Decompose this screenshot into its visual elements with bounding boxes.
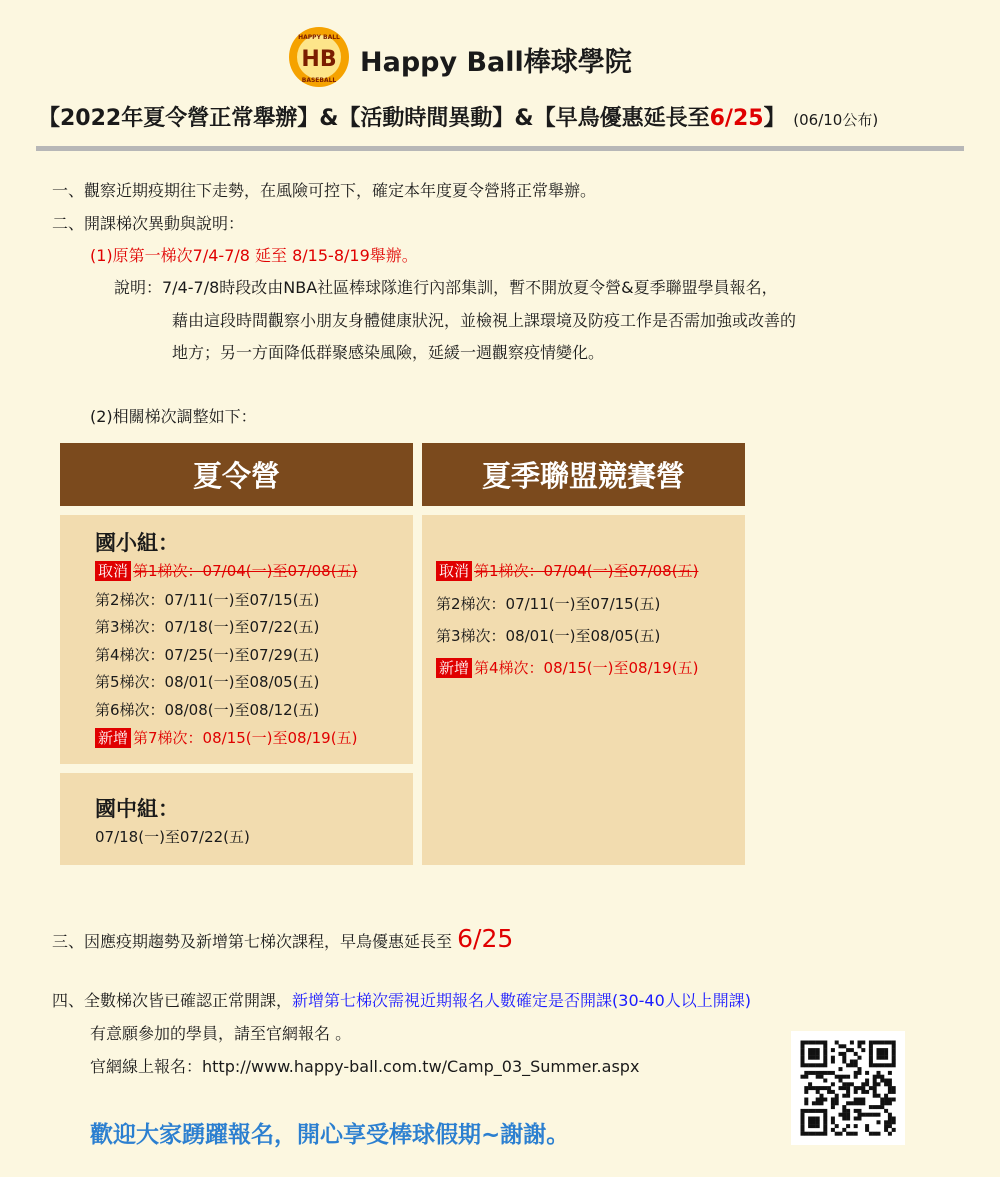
elementary-group-title: 國小組： bbox=[95, 531, 179, 555]
session-row: 第2梯次：07/11(一)至07/15(五) bbox=[95, 591, 320, 609]
headline-part-a: 【2022年夏令營正常舉辦】&【活動時間異動】&【早鳥優惠延長至 bbox=[38, 106, 710, 131]
section-2-note-line-2: 藉由這段時間觀察小朋友身體健康狀況，並檢視上課環境及防疫工作是否需加強或改善的 bbox=[172, 311, 797, 330]
new-session bbox=[95, 728, 357, 748]
new-session bbox=[436, 658, 698, 678]
section-2-note-line-3: 地方；另一方面降低群聚感染風險，延緩一週觀察疫情變化。 bbox=[172, 343, 605, 362]
section-3-date: 6/25 bbox=[457, 924, 514, 953]
summer-camp-junior-cell bbox=[60, 773, 413, 865]
logo-mid-text: HB bbox=[301, 47, 337, 72]
session-row: 第5梯次：08/01(一)至08/05(五) bbox=[95, 673, 320, 691]
section-4-text: 四、全數梯次皆已確認正常開課， bbox=[52, 991, 293, 1010]
headline bbox=[38, 101, 878, 132]
section-2-item-1: (1)原第一梯次7/4-7/8 延至 8/15-8/19舉辦。 bbox=[90, 246, 418, 265]
brand-title: Happy Ball棒球學院 bbox=[360, 47, 632, 78]
section-1: 一、觀察近期疫期往下走勢，在風險可控下，確定本年度夏令營將正常舉辦。 bbox=[52, 181, 597, 200]
session-row: 第2梯次：07/11(一)至07/15(五) bbox=[436, 595, 661, 613]
headline-date: 6/25 bbox=[709, 106, 764, 131]
cancel-badge: 取消 bbox=[436, 561, 472, 581]
publish-date: (06/10公布) bbox=[793, 111, 879, 129]
cancel-badge: 取消 bbox=[95, 561, 131, 581]
cancelled-session bbox=[436, 561, 698, 581]
cancelled-session-text: 第1梯次：07/04(一)至07/08(五) bbox=[474, 562, 699, 580]
section-2-item-2: (2)相關梯次調整如下： bbox=[90, 407, 257, 426]
header-divider bbox=[36, 146, 964, 151]
section-2-note-line-1: 說明：7/4-7/8時段改由NBA社區棒球隊進行內部集訓，暫不開放夏令營&夏季聯盟學員報名， bbox=[114, 278, 778, 297]
new-badge: 新增 bbox=[95, 728, 131, 748]
session-row: 第3梯次：07/18(一)至07/22(五) bbox=[95, 618, 320, 636]
section-4-line-2: 有意願參加的學員，請至官網報名 。 bbox=[90, 1024, 352, 1043]
cancelled-session bbox=[95, 561, 357, 581]
summer-camp-elementary-cell bbox=[60, 515, 413, 764]
section-3-text: 三、因應疫期趨勢及新增第七梯次課程，早鳥優惠延長至 bbox=[52, 932, 453, 951]
new-session-text: 第4梯次：08/15(一)至08/19(五) bbox=[474, 659, 699, 677]
session-row: 第6梯次：08/08(一)至08/12(五) bbox=[95, 701, 320, 719]
new-badge: 新增 bbox=[436, 658, 472, 678]
section-2-title: 二、開課梯次異動與說明： bbox=[52, 214, 245, 233]
welcome-message: 歡迎大家踴躍報名，開心享受棒球假期~謝謝。 bbox=[90, 1122, 570, 1148]
new-session-text: 第7梯次：08/15(一)至08/19(五) bbox=[133, 729, 358, 747]
happy-ball-logo bbox=[288, 26, 350, 88]
session-row: 第4梯次：07/25(一)至07/29(五) bbox=[95, 646, 320, 664]
logo-bottom-text: BASEBALL bbox=[301, 77, 337, 84]
summer-camp-header: 夏令營 bbox=[60, 443, 413, 506]
cancelled-session-text: 第1梯次：07/04(一)至07/08(五) bbox=[133, 562, 358, 580]
junior-group-title: 國中組： bbox=[95, 797, 179, 821]
junior-session-row: 07/18(一)至07/22(五) bbox=[95, 828, 250, 846]
league-camp-header: 夏季聯盟競賽營 bbox=[422, 443, 745, 506]
league-camp-cell bbox=[422, 515, 745, 865]
section-3 bbox=[52, 926, 513, 955]
headline-part-b: 】 bbox=[763, 106, 786, 131]
registration-link[interactable]: 官網線上報名：http://www.happy-ball.com.tw/Camp_03_Summer.aspx bbox=[90, 1057, 640, 1076]
section-4-line-1 bbox=[52, 991, 751, 1011]
section-4-notice: 新增第七梯次需視近期報名人數確定是否開課(30-40人以上開課) bbox=[292, 991, 751, 1010]
session-row: 第3梯次：08/01(一)至08/05(五) bbox=[436, 627, 661, 645]
logo-top-text: HAPPY BALL bbox=[298, 34, 340, 41]
qr-code-icon[interactable] bbox=[791, 1031, 905, 1145]
